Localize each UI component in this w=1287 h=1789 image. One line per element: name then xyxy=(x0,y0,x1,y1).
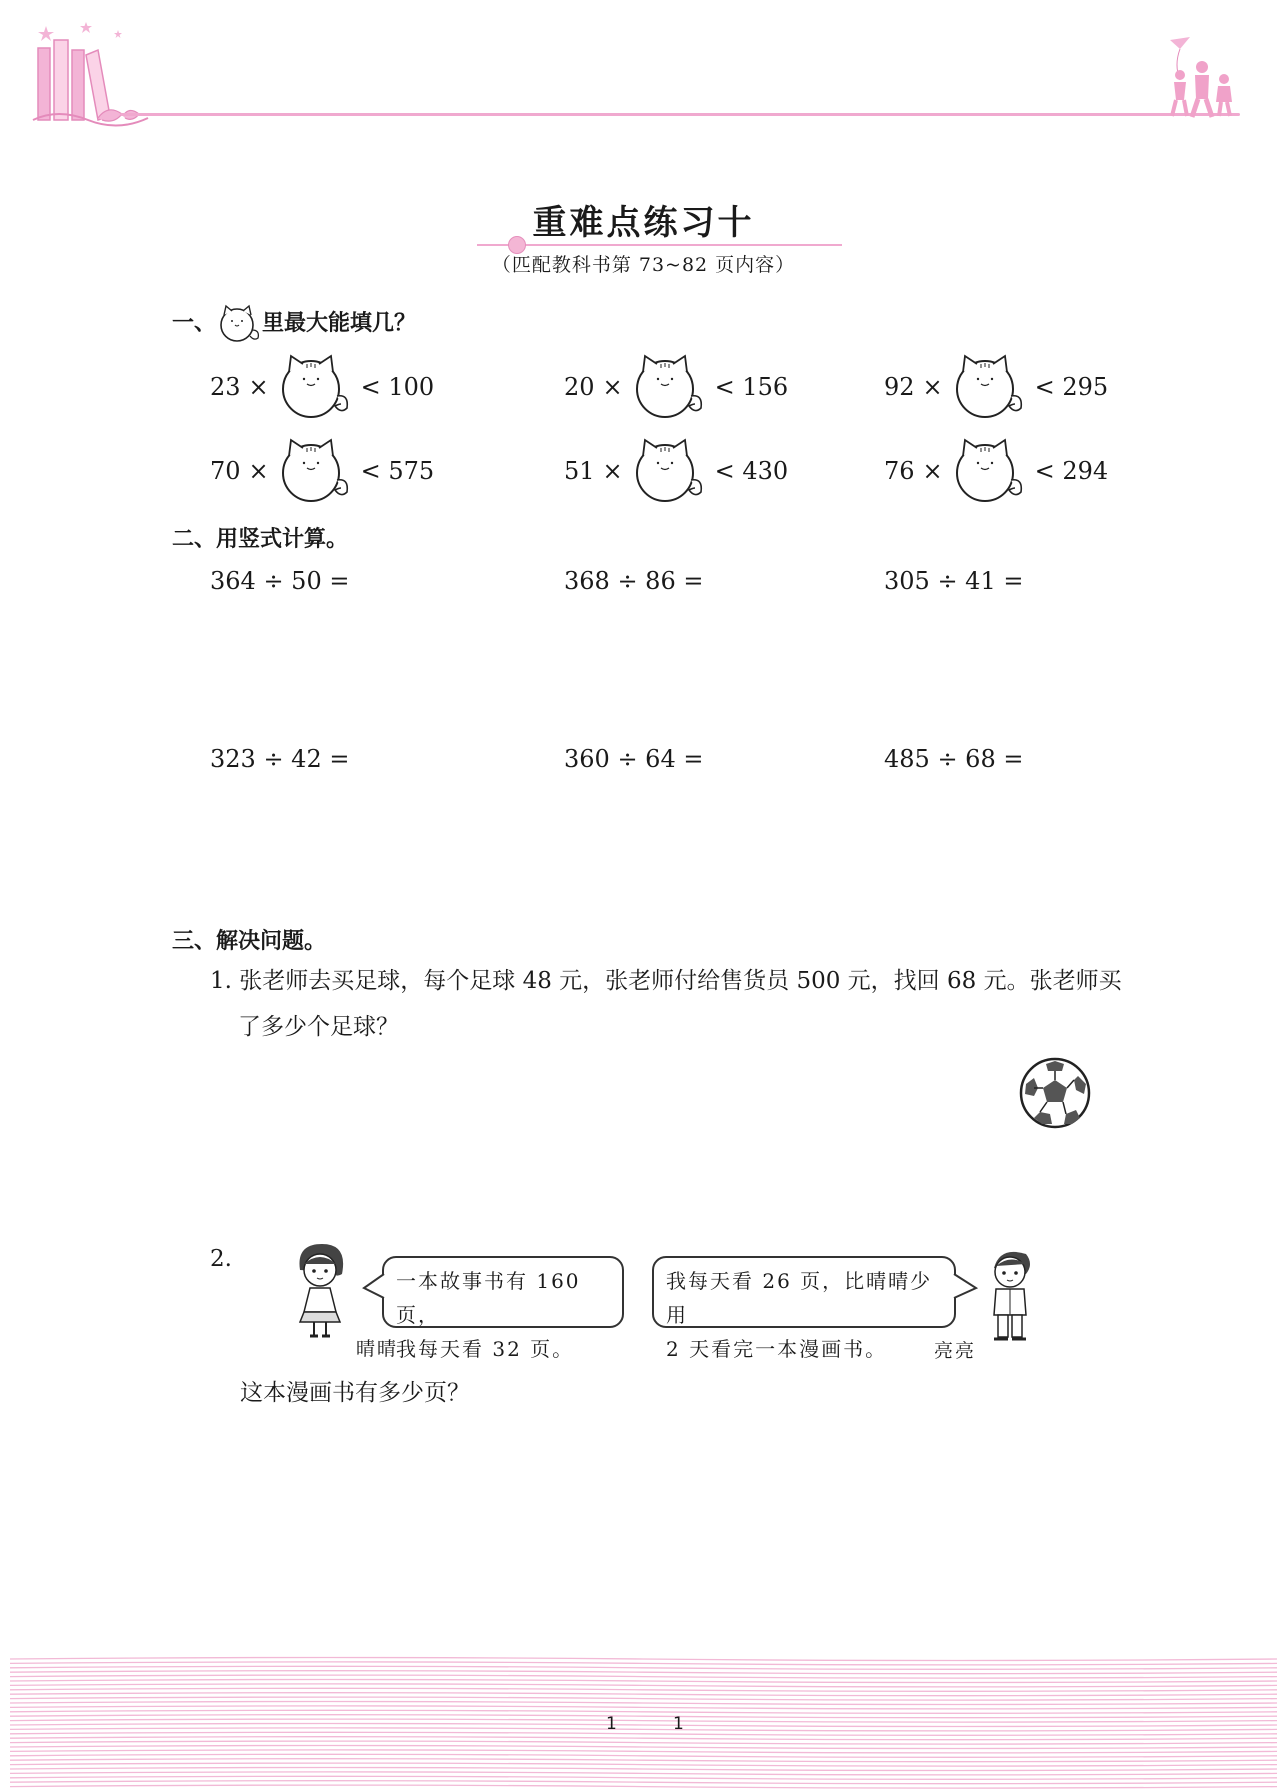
inequality-3 xyxy=(884,352,1116,422)
inequality-2 xyxy=(564,352,796,422)
inequality-factor: 23 xyxy=(210,373,241,401)
girl-character-icon xyxy=(290,1240,352,1340)
cat-answer-blank-icon[interactable] xyxy=(951,436,1027,506)
footer-wave-line xyxy=(10,1781,1277,1784)
problem-text-line1: 张老师去买足球，每个足球 48 元，张老师付给售货员 500 元，找回 68 元。张老师买 xyxy=(239,968,1122,994)
section1-heading xyxy=(172,304,416,344)
inequality-1 xyxy=(210,352,442,422)
cat-answer-blank-icon[interactable] xyxy=(951,352,1027,422)
page-subtitle: （匹配教科书第 73~82 页内容） xyxy=(491,254,796,276)
kids-kite-silhouette-icon xyxy=(1150,35,1245,120)
footer-wave-line xyxy=(10,1732,1277,1735)
section1-prefix: 一、 xyxy=(172,311,217,336)
cat-answer-blank-icon[interactable] xyxy=(631,436,707,506)
division-problem-3: 305 ÷ 41 = xyxy=(884,567,1024,595)
footer-wave-line xyxy=(10,1688,1277,1691)
girl-bubble-tail xyxy=(362,1272,386,1302)
inequality-factor: 70 xyxy=(210,457,241,485)
section2-heading: 二、用竖式计算。 xyxy=(172,527,349,552)
footer-wave-line xyxy=(10,1715,1277,1718)
footer-wave-line xyxy=(10,1737,1277,1740)
cat-answer-blank-icon[interactable] xyxy=(277,352,353,422)
inequality-factor: 92 xyxy=(884,373,915,401)
times-sign: × xyxy=(248,373,269,401)
boy-name-label: 亮亮 xyxy=(934,1340,977,1362)
problem-number: 1. xyxy=(210,968,232,994)
problem2-number: 2. xyxy=(210,1246,232,1272)
boy-speech-bubble xyxy=(652,1256,956,1361)
boy-character-icon xyxy=(980,1244,1042,1344)
footer-wave-line xyxy=(10,1772,1277,1775)
footer-wave-line xyxy=(10,1719,1277,1722)
cat-answer-blank-icon[interactable] xyxy=(277,436,353,506)
boy-speech-line2: 2 天看完一本漫画书。 xyxy=(666,1337,888,1361)
boy-speech-line1: 我每天看 26 页，比晴晴少用 xyxy=(666,1269,933,1327)
inequality-factor: 76 xyxy=(884,457,915,485)
footer-wave-line xyxy=(10,1763,1277,1766)
footer-wave-line xyxy=(10,1684,1277,1687)
footer-wave-line xyxy=(10,1697,1277,1700)
footer-wave-line xyxy=(10,1710,1277,1713)
footer-wave-line xyxy=(10,1768,1277,1771)
footer-wave-line xyxy=(10,1728,1277,1731)
soccer-ball-icon xyxy=(1018,1056,1092,1130)
girl-speech-bubble xyxy=(382,1256,624,1361)
times-sign: × xyxy=(922,457,943,485)
comparison: < 294 xyxy=(1034,457,1109,485)
page-number-left: 1 xyxy=(606,1714,617,1734)
division-problem-1: 364 ÷ 50 = xyxy=(210,567,350,595)
times-sign: × xyxy=(602,457,623,485)
inequality-4 xyxy=(210,436,442,506)
footer-wave-line xyxy=(10,1785,1277,1788)
section1-question: 里最大能填几？ xyxy=(262,311,417,336)
footer-wave-line xyxy=(10,1693,1277,1696)
footer-wave-line xyxy=(10,1680,1277,1683)
footer-wave-line xyxy=(10,1741,1277,1744)
boy-bubble-tail xyxy=(952,1272,978,1302)
word-problem-1 xyxy=(210,958,1160,1050)
comparison: < 100 xyxy=(360,373,435,401)
footer-wave-line xyxy=(10,1675,1277,1678)
section3-heading: 三、解决问题。 xyxy=(172,929,327,954)
inequality-6 xyxy=(884,436,1116,506)
footer-wave-line xyxy=(10,1706,1277,1709)
comparison: < 430 xyxy=(714,457,789,485)
girl-speech-line2: 我每天看 32 页。 xyxy=(396,1337,575,1361)
footer-wave-line xyxy=(10,1746,1277,1749)
page-number-right: 1 xyxy=(673,1714,684,1734)
footer-wave-line xyxy=(10,1759,1277,1762)
footer-wave-line xyxy=(10,1662,1277,1665)
girl-name-label: 晴晴 xyxy=(356,1338,399,1360)
footer-wave-line xyxy=(10,1702,1277,1705)
times-sign: × xyxy=(248,457,269,485)
page-title: 重难点练习十 xyxy=(532,203,755,243)
footer-wave-line xyxy=(10,1666,1277,1669)
title-underline xyxy=(477,244,842,246)
comparison: < 575 xyxy=(360,457,435,485)
footer-wave-band xyxy=(10,1655,1277,1789)
footer-wave-line xyxy=(10,1671,1277,1674)
footer-wave-line xyxy=(10,1776,1277,1779)
comparison: < 295 xyxy=(1034,373,1109,401)
division-problem-6: 485 ÷ 68 = xyxy=(884,745,1024,773)
problem2-question: 这本漫画书有多少页？ xyxy=(240,1380,470,1406)
inequality-factor: 51 xyxy=(564,457,595,485)
problem-text-line2: 了多少个足球？ xyxy=(238,1014,399,1040)
footer-wave-line xyxy=(10,1724,1277,1727)
division-problem-5: 360 ÷ 64 = xyxy=(564,745,704,773)
cat-answer-blank-icon[interactable] xyxy=(631,352,707,422)
cat-blank-icon xyxy=(216,304,262,344)
division-problem-4: 323 ÷ 42 = xyxy=(210,745,350,773)
comparison: < 156 xyxy=(714,373,789,401)
division-problem-2: 368 ÷ 86 = xyxy=(564,567,704,595)
footer-wave-line xyxy=(10,1754,1277,1757)
header-rule xyxy=(120,113,1240,116)
footer-wave-line xyxy=(10,1750,1277,1753)
inequality-5 xyxy=(564,436,796,506)
times-sign: × xyxy=(602,373,623,401)
footer-wave-line xyxy=(10,1658,1277,1661)
inequality-factor: 20 xyxy=(564,373,595,401)
times-sign: × xyxy=(922,373,943,401)
girl-speech-line1: 一本故事书有 160 页， xyxy=(396,1269,581,1327)
